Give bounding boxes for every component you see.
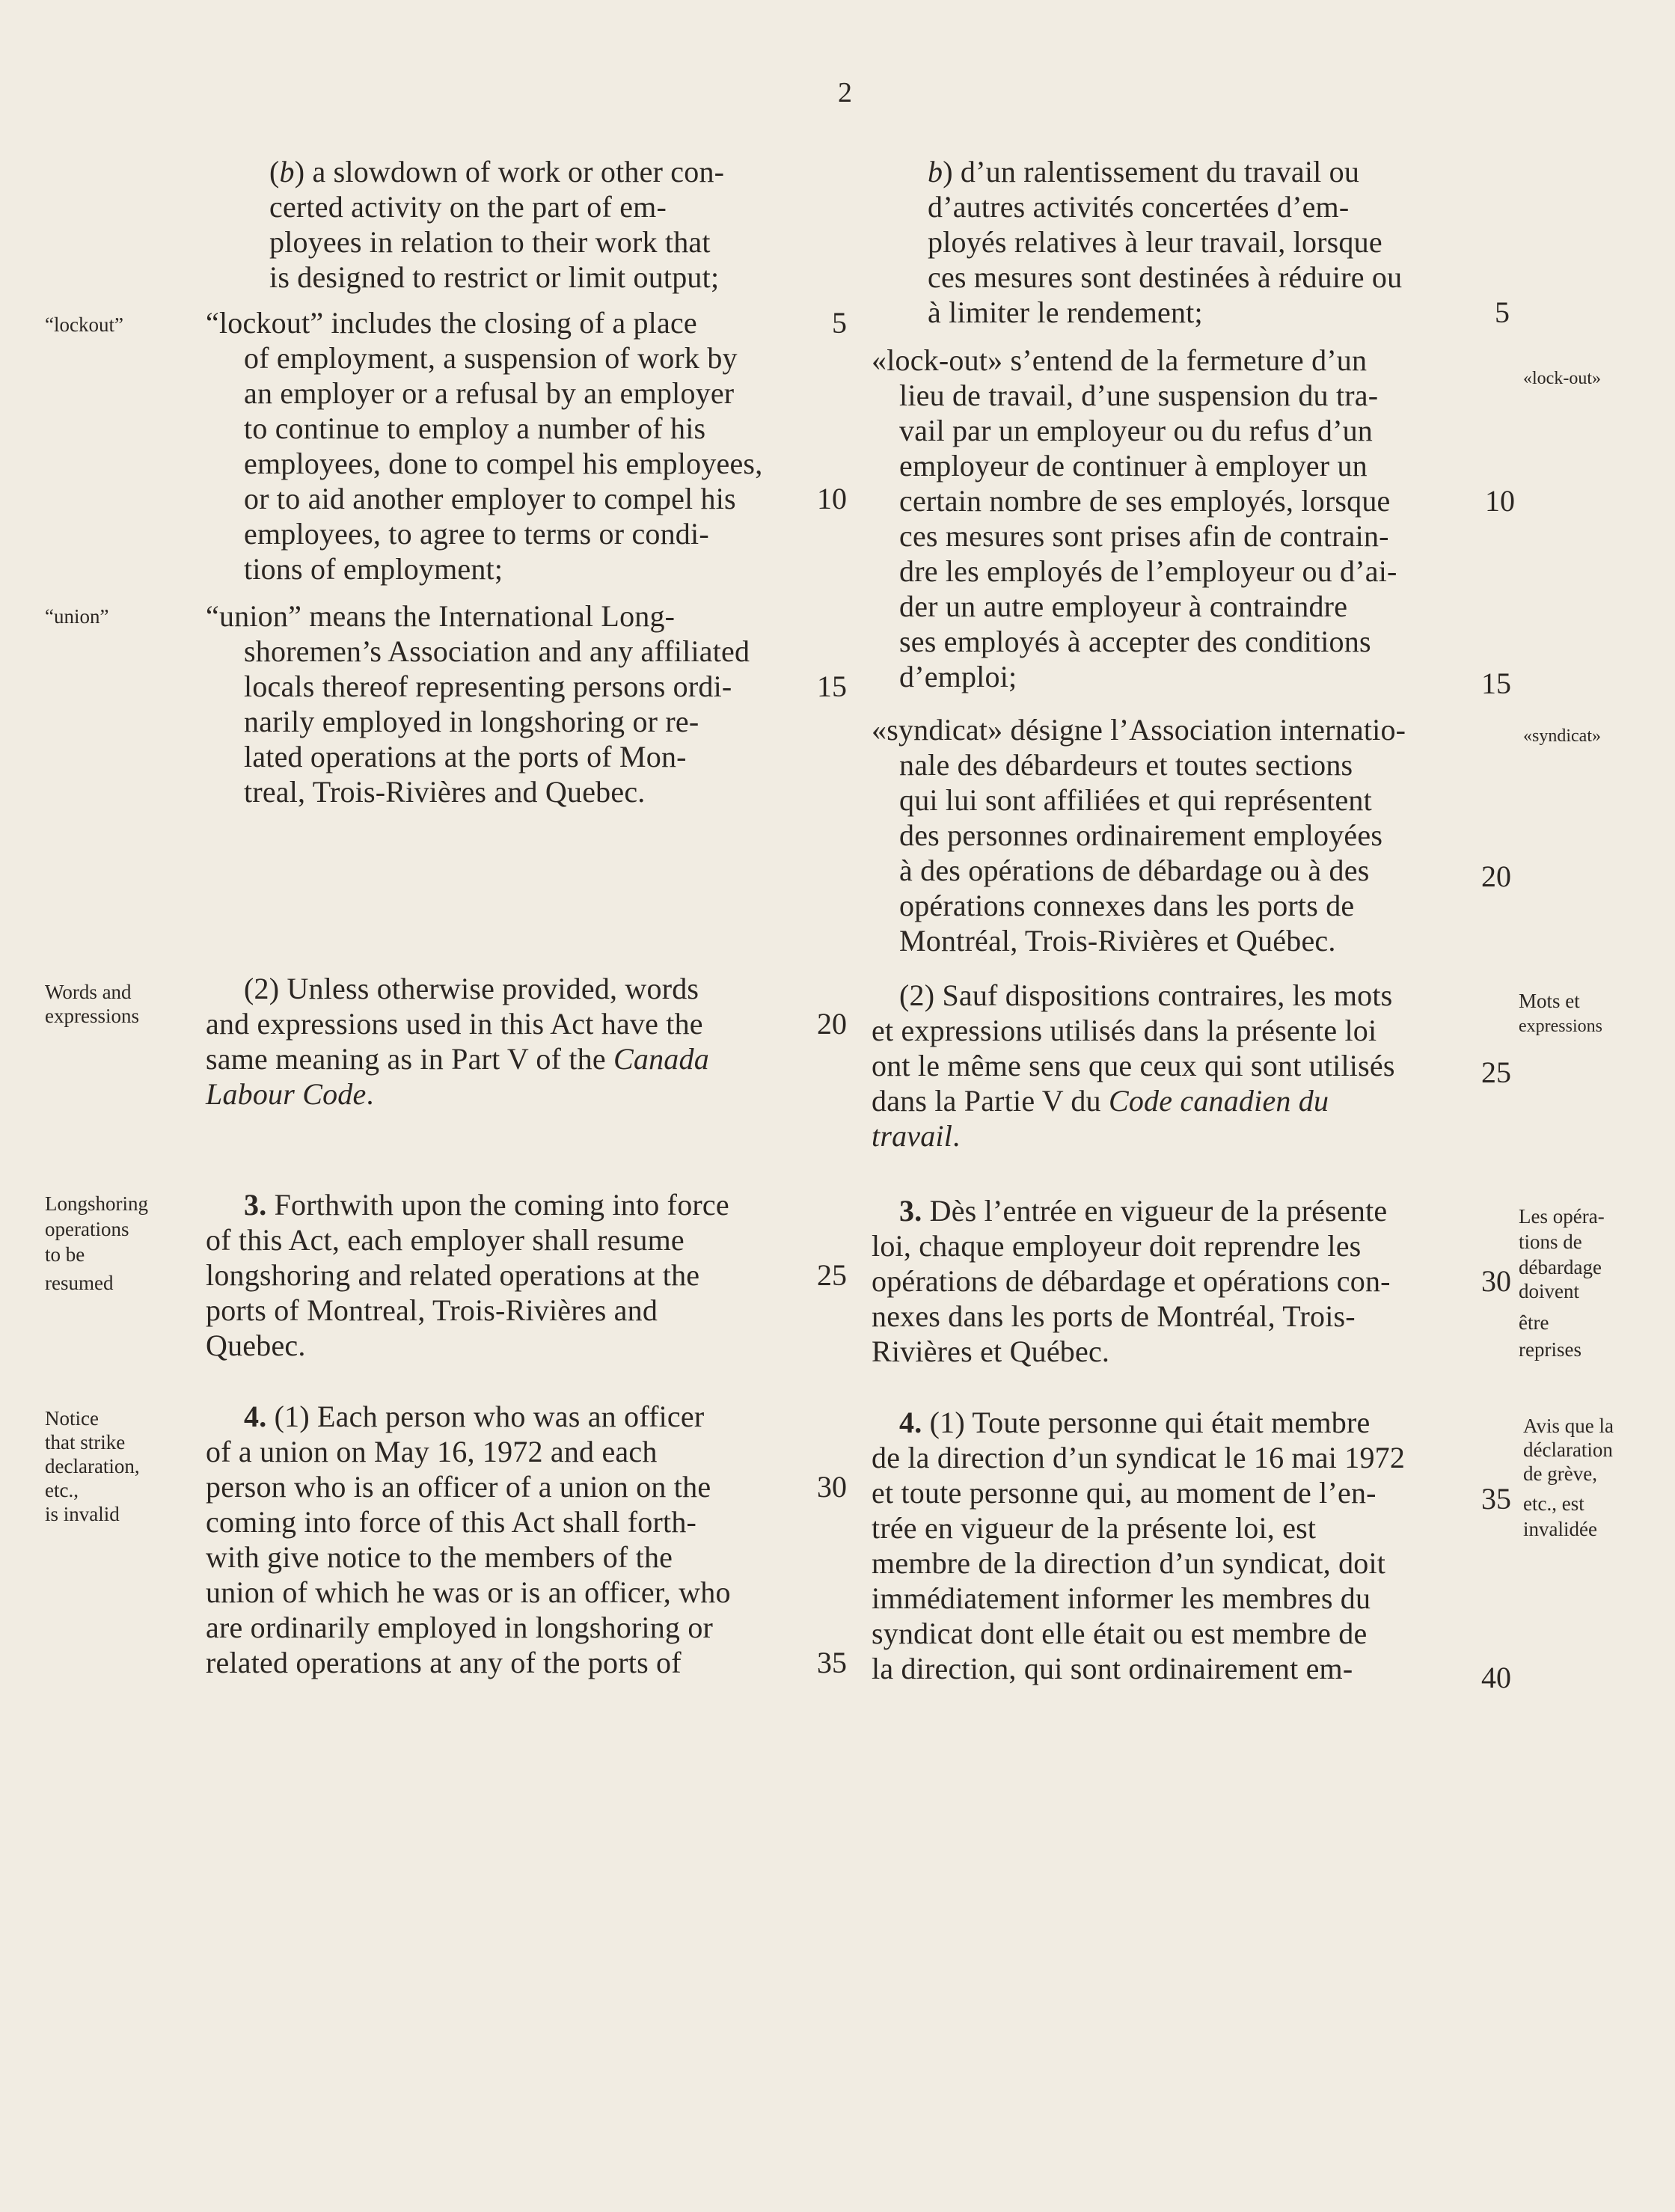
margin-note-operations-line: Les opéra- <box>1519 1205 1605 1228</box>
definition-lockout-line: of employment, a suspension of work by <box>244 341 738 375</box>
line-number: 25 <box>1481 1056 1511 1089</box>
margin-note-lockout: “lockout” <box>45 313 123 336</box>
margin-note-operations-line: tions de <box>1519 1231 1582 1253</box>
margin-note-avis-line: etc., est <box>1523 1492 1584 1515</box>
section-4-line: related operations at any of the ports of <box>206 1646 682 1679</box>
definition-lockout-fr-line: ces mesures sont prises afin de contrain- <box>899 519 1389 553</box>
definition-syndicat-line: Montréal, Trois-Rivières et Québec. <box>899 924 1336 958</box>
definition-syndicat-line: «syndicat» désigne l’Association internatio- <box>872 713 1406 747</box>
section-4-fr-line: 4. (1) Toute personne qui était membre <box>899 1406 1371 1439</box>
section-3-line: longshoring and related operations at the <box>206 1258 700 1292</box>
margin-note-longshoring-line: Longshoring <box>45 1192 148 1215</box>
text-line: à limiter le rendement; <box>928 295 1203 329</box>
definition-union-line: treal, Trois-Rivières and Quebec. <box>244 775 646 809</box>
margin-note-union: “union” <box>45 605 109 628</box>
section-4-fr-line: membre de la direction d’un syndicat, doit <box>872 1546 1386 1580</box>
section-4-fr-line: la direction, qui sont ordinairement em- <box>872 1652 1353 1685</box>
section-3-fr-line: 3. Dès l’entrée en vigueur de la présente <box>899 1194 1388 1228</box>
definition-syndicat-line: qui lui sont affiliées et qui représentent <box>899 783 1372 817</box>
margin-note-syndicat: «syndicat» <box>1523 726 1601 746</box>
subsection-2-line: Labour Code. <box>206 1077 374 1111</box>
section-4-fr-line: de la direction d’un syndicat le 16 mai 1972 <box>872 1441 1406 1474</box>
definition-lockout-fr-line: der un autre employeur à contraindre <box>899 589 1348 623</box>
subsection-2-line: (2) Unless otherwise provided, words <box>244 972 699 1005</box>
definition-union-line: “union” means the International Long- <box>206 599 676 633</box>
margin-note-notice-line: Notice <box>45 1407 99 1430</box>
margin-note-avis-line: Avis que la <box>1523 1415 1614 1437</box>
margin-note-avis-line: de grève, <box>1523 1462 1597 1485</box>
definition-lockout-fr-line: lieu de travail, d’une suspension du tra- <box>899 379 1379 412</box>
section-4-line: coming into force of this Act shall forth- <box>206 1505 697 1539</box>
line-number: 5 <box>1495 295 1510 329</box>
subsection-2-fr-line: ont le même sens que ceux qui sont utilisés <box>872 1049 1395 1082</box>
margin-note-notice-line: that strike <box>45 1431 126 1453</box>
line-number: 30 <box>1481 1264 1511 1298</box>
definition-syndicat-line: nale des débardeurs et toutes sections <box>899 748 1353 782</box>
page-number: 2 <box>838 77 852 108</box>
definition-union-line: shoremen’s Association and any affiliated <box>244 634 750 668</box>
margin-note-notice-line: declaration, <box>45 1455 140 1477</box>
margin-note-longshoring-line: operations <box>45 1218 129 1240</box>
definition-lockout-fr-line: dre les employés de l’employeur ou d’ai- <box>899 554 1397 588</box>
margin-note-longshoring-line: to be <box>45 1243 85 1266</box>
line-number: 5 <box>832 306 847 340</box>
subsection-2-fr-line: travail. <box>872 1119 961 1153</box>
margin-note-notice-line: etc., <box>45 1479 79 1501</box>
definition-lockout-line: employees, done to compel his employees, <box>244 447 763 480</box>
definition-lockout-line: tions of employment; <box>244 552 503 586</box>
section-3-fr-line: Rivières et Québec. <box>872 1335 1110 1368</box>
definition-union-line: lated operations at the ports of Mon- <box>244 740 687 773</box>
section-4-line: 4. (1) Each person who was an officer <box>244 1400 705 1433</box>
margin-note-lockout-fr: «lock-out» <box>1523 369 1601 388</box>
subsection-2-line: and expressions used in this Act have the <box>206 1007 703 1041</box>
definition-lockout-fr-line: employeur de continuer à employer un <box>899 449 1368 482</box>
definition-lockout-line: to continue to employ a number of his <box>244 411 706 445</box>
section-4-fr-line: syndicat dont elle était ou est membre de <box>872 1617 1368 1650</box>
definition-lockout-fr-line: «lock-out» s’entend de la fermeture d’un <box>872 343 1368 377</box>
section-4-line: with give notice to the members of the <box>206 1540 673 1574</box>
text-line: ployees in relation to their work that <box>269 225 711 259</box>
text-line: ces mesures sont destinées à réduire ou <box>928 260 1403 294</box>
margin-note-mots-line: Mots et <box>1519 990 1580 1012</box>
definition-lockout-line: or to aid another employer to compel his <box>244 482 736 515</box>
line-number: 30 <box>817 1470 847 1504</box>
margin-note-avis-line: déclaration <box>1523 1439 1613 1461</box>
margin-note-operations-line: débardage <box>1519 1256 1602 1278</box>
line-number: 10 <box>817 482 847 515</box>
margin-note-notice-line: is invalid <box>45 1503 120 1525</box>
definition-union-line: locals thereof representing persons ordi- <box>244 670 732 703</box>
text-line: is designed to restrict or limit output; <box>269 260 720 294</box>
line-number: 35 <box>1481 1482 1511 1516</box>
section-3-line: of this Act, each employer shall resume <box>206 1223 685 1257</box>
line-number: 15 <box>817 670 847 703</box>
section-4-line: are ordinarily employed in longshoring or <box>206 1611 714 1644</box>
text-line: (b) a slowdown of work or other con- <box>269 155 725 189</box>
margin-note-operations-line: reprises <box>1519 1338 1581 1361</box>
margin-note-operations-line: être <box>1519 1311 1549 1334</box>
line-number: 20 <box>817 1007 847 1041</box>
para-b-letter: b <box>279 155 295 189</box>
section-3-line: Quebec. <box>206 1329 306 1362</box>
section-4-line: union of which he was or is an officer, who <box>206 1575 731 1609</box>
section-4-fr-line: trée en vigueur de la présente loi, est <box>872 1511 1317 1545</box>
text-line: b) d’un ralentissement du travail ou <box>928 155 1360 189</box>
section-3-line: ports of Montreal, Trois-Rivières and <box>206 1293 658 1327</box>
definition-lockout-fr-line: ses employés à accepter des conditions <box>899 625 1371 658</box>
definition-lockout-line: “lockout” includes the closing of a place <box>206 306 697 340</box>
definition-lockout-fr-line: vail par un employeur ou du refus d’un <box>899 414 1373 447</box>
section-4-line: person who is an officer of a union on the <box>206 1470 711 1504</box>
section-4-fr-line: immédiatement informer les membres du <box>872 1581 1371 1615</box>
margin-note-longshoring-line: resumed <box>45 1272 114 1294</box>
section-4-line: of a union on May 16, 1972 and each <box>206 1435 658 1468</box>
margin-note-mots-line: expressions <box>1519 1017 1602 1036</box>
margin-note-words-line: expressions <box>45 1005 139 1027</box>
section-3-fr-line: loi, chaque employeur doit reprendre les <box>872 1229 1362 1263</box>
subsection-2-fr-line: dans la Partie V du Code canadien du <box>872 1084 1329 1118</box>
line-number: 35 <box>817 1646 847 1679</box>
definition-lockout-fr-line: d’emploi; <box>899 660 1017 693</box>
line-number: 10 <box>1485 484 1515 518</box>
subsection-2-line: same meaning as in Part V of the Canada <box>206 1042 709 1076</box>
line-number: 20 <box>1481 860 1511 893</box>
line-number: 15 <box>1481 667 1511 700</box>
subsection-2-fr-line: et expressions utilisés dans la présente loi <box>872 1014 1377 1047</box>
line-number: 25 <box>817 1258 847 1292</box>
definition-syndicat-line: opérations connexes dans les ports de <box>899 889 1355 922</box>
section-3-fr-line: opérations de débardage et opérations con- <box>872 1264 1391 1298</box>
text-line: ployés relatives à leur travail, lorsque <box>928 225 1382 259</box>
margin-note-operations-line: doivent <box>1519 1280 1579 1302</box>
section-4-fr-line: et toute personne qui, au moment de l’en- <box>872 1476 1377 1510</box>
definition-syndicat-line: des personnes ordinairement employées <box>899 818 1383 852</box>
text-line: d’autres activités concertées d’em- <box>928 190 1350 224</box>
definition-syndicat-line: à des opérations de débardage ou à des <box>899 854 1370 887</box>
definition-union-line: narily employed in longshoring or re- <box>244 705 699 738</box>
definition-lockout-fr-line: certain nombre de ses employés, lorsque <box>899 484 1391 518</box>
definition-lockout-line: an employer or a refusal by an employer <box>244 376 735 410</box>
line-number: 40 <box>1481 1661 1511 1694</box>
subsection-2-fr-line: (2) Sauf dispositions contraires, les mots <box>899 978 1393 1012</box>
margin-note-avis-line: invalidée <box>1523 1518 1597 1540</box>
margin-note-words-line: Words and <box>45 981 132 1003</box>
section-3-fr-line: nexes dans les ports de Montréal, Trois- <box>872 1299 1356 1333</box>
definition-lockout-line: employees, to agree to terms or condi- <box>244 517 709 551</box>
section-3-line: 3. Forthwith upon the coming into force <box>244 1188 729 1222</box>
para-b-letter-fr: b <box>928 155 943 189</box>
text-line: certed activity on the part of em- <box>269 190 667 224</box>
